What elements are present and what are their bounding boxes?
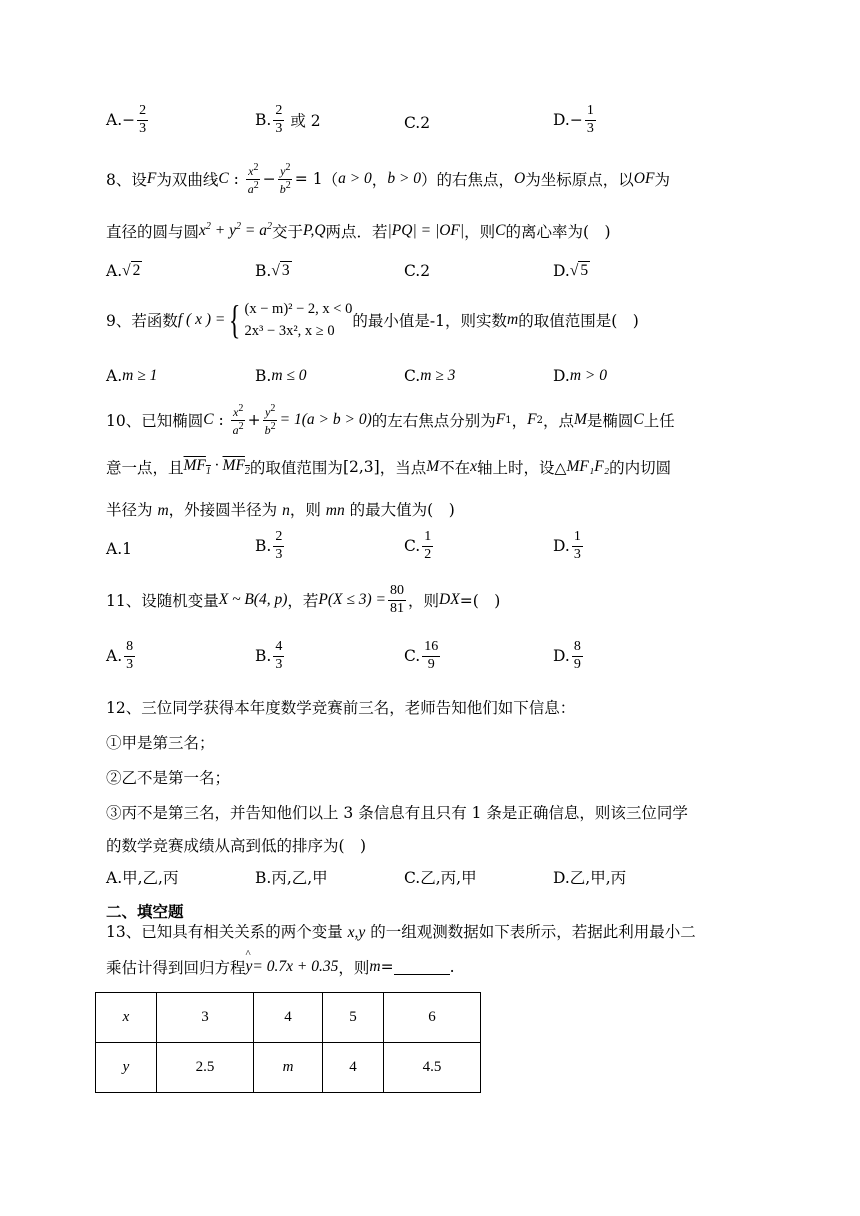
q11-option-c: C. $\frac{16}{9}$ (404, 639, 439, 672)
q12-statement-2: ②乙不是第一名； (106, 769, 231, 787)
q9-option-c: C. m ≥ 3 (404, 367, 456, 385)
q8-stem-line1: 8、设 F 为双曲线 C : $\frac{x^2}{a^2}$ − $\frac{y^2}{b^2}$ = 1 （ a > 0 ， b > 0 ）的右焦点， O 为坐标原点，以 OF 为 (106, 162, 670, 196)
q12-option-c: C.乙,丙,甲 (404, 869, 477, 887)
q8-option-b: B. √ 3 (255, 262, 290, 280)
q8-option-a: A. √ 2 (106, 262, 141, 280)
q10-option-a: A.1 (106, 540, 132, 558)
q12-stem-line1: 12、三位同学获得本年度数学竞赛前三名，老师告知他们如下信息： (106, 699, 576, 717)
q10-option-d: D. $\frac{1}{3}$ (553, 529, 581, 562)
observation-table (95, 992, 481, 1093)
q13-stem-line2: 乘估计得到回归方程 ^ y = 0.7x + 0.35 ，则 m = . (106, 956, 455, 978)
q12-statement-1: ①甲是第三名； (106, 734, 215, 752)
q10-option-c: C. $\frac{1}{2}$ (404, 529, 432, 562)
q12-stem-line5: 的数学竞赛成绩从高到低的排序为( ) (106, 837, 367, 855)
q8-stem-line2: 直径的圆与圆 $x^2 + y^2 = a^2$ 交于 P,Q 两点．若 |PQ| = |OF| ，则 C 的离心率为( ) (106, 221, 611, 241)
q7-option-b: B. $\frac{2}{3}$ 或 2 (255, 103, 321, 136)
q7-option-c: C.2 (404, 114, 431, 132)
q7-option-a: A. − $\frac{2}{3}$ (106, 103, 147, 136)
q10-option-b: B. $\frac{2}{3}$ (255, 529, 283, 562)
answer-blank[interactable] (394, 960, 450, 975)
q9-option-a: A. m ≥ 1 (106, 367, 158, 385)
table-row: x 3 4 5 6 (96, 993, 481, 1043)
q12-statement-3: ③丙不是第三名，并告知他们以上 3 条信息有且只有 1 条是正确信息，则该三位同学 (106, 804, 688, 822)
table-row: y 2.5 m 4 4.5 (96, 1043, 481, 1093)
section-heading: 二、填空题 (106, 902, 184, 921)
q11-option-d: D. $\frac{8}{9}$ (553, 639, 581, 672)
q9-option-d: D. m > 0 (553, 367, 607, 385)
q12-option-a: A.甲,乙,丙 (106, 869, 179, 887)
q12-option-d: D.乙,甲,丙 (553, 869, 627, 887)
q12-option-b: B.丙,乙,甲 (255, 869, 328, 887)
q7-option-d: D. − $\frac{1}{3}$ (553, 103, 594, 136)
q10-stem-line2: 意一点，且 $MF_1 \cdot MF_2$ 的取值范围为 [2,3] ，当点 M 不在 x 轴上时，设△ MF₁F₂ 的内切圆 (106, 456, 672, 478)
q8-option-d: D. √ 5 (553, 262, 589, 280)
q13-stem-line1: 13、已知具有相关关系的两个变量 x,y 的一组观测数据如下表所示，若据此利用最小二 (106, 923, 696, 941)
q11-option-a: A. $\frac{8}{3}$ (106, 639, 134, 672)
q11-stem: 11、设随机变量 X ~ B(4, p) ，若 P(X ≤ 3) = $\frac{80}{81}$ ，则 DX =( ) (106, 583, 501, 616)
q10-stem-line3: 半径为 m，外接圆半径为 n，则 mn 的最大值为( ) (106, 501, 455, 519)
q10-stem-line1: 10、已知椭圆 C : $\frac{x^2}{a^2}$ + $\frac{y^2}{b^2}$ = 1(a > b > 0) 的左右焦点分别为 F 1 ， F 2 ，点 M 是椭圆 C 上任 (106, 403, 675, 437)
q8-option-c: C.2 (404, 262, 431, 280)
q11-option-b: B. $\frac{4}{3}$ (255, 639, 283, 672)
q9-option-b: B. m ≤ 0 (255, 367, 307, 385)
q9-stem: 9、若函数 f ( x ) = { (x − m)² − 2, x < 0 2x³ − 3x², x ≥ 0 的最小值是-1，则实数 m 的取值范围是( ) (106, 297, 639, 343)
